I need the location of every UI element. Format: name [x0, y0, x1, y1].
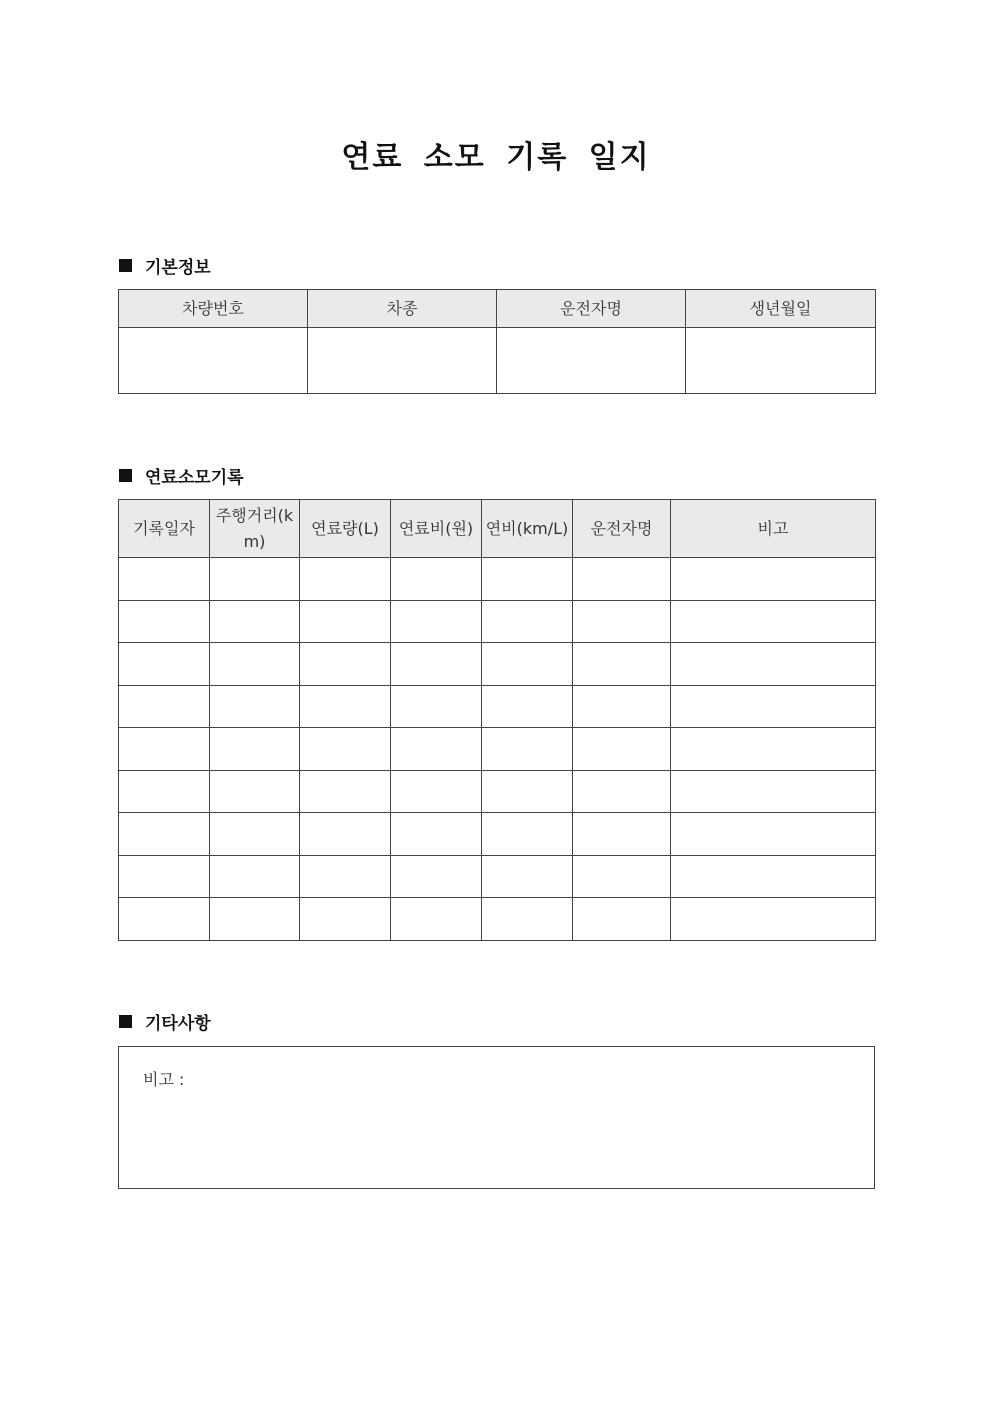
- table-cell[interactable]: [119, 813, 210, 856]
- vehicle-number-cell[interactable]: [119, 328, 308, 394]
- etc-note-box[interactable]: [118, 1046, 875, 1189]
- table-cell[interactable]: [573, 728, 671, 771]
- etc-heading: [119, 1009, 211, 1034]
- table-row: [119, 898, 876, 941]
- table-cell[interactable]: [391, 770, 482, 813]
- table-cell[interactable]: [210, 728, 300, 771]
- table-cell[interactable]: [573, 558, 671, 601]
- table-cell[interactable]: [482, 685, 573, 728]
- basic-info-header-row: [119, 290, 876, 328]
- table-cell[interactable]: [482, 770, 573, 813]
- table-cell[interactable]: [482, 558, 573, 601]
- basic-info-table: [118, 289, 876, 394]
- page-title: 연료 소모 기록 일지: [341, 140, 651, 175]
- table-cell[interactable]: [210, 600, 300, 643]
- table-cell[interactable]: [300, 813, 391, 856]
- table-cell[interactable]: [573, 855, 671, 898]
- table-row: [119, 685, 876, 728]
- header-vehicle-type: 차종: [308, 290, 497, 328]
- header-birth-date: 생년월일: [686, 290, 876, 328]
- table-cell[interactable]: [671, 770, 876, 813]
- square-bullet-icon: [119, 259, 132, 272]
- table-cell[interactable]: [119, 898, 210, 941]
- table-cell[interactable]: [671, 855, 876, 898]
- table-cell[interactable]: [391, 685, 482, 728]
- table-cell[interactable]: [300, 685, 391, 728]
- table-cell[interactable]: [573, 600, 671, 643]
- fuel-record-heading-label: 연료소모기록: [145, 468, 244, 488]
- table-row: [119, 770, 876, 813]
- square-bullet-icon: [119, 1015, 132, 1028]
- table-cell[interactable]: [300, 600, 391, 643]
- table-cell[interactable]: [482, 813, 573, 856]
- table-cell[interactable]: [300, 643, 391, 686]
- vehicle-type-cell[interactable]: [308, 328, 497, 394]
- table-cell[interactable]: [573, 770, 671, 813]
- table-row: [119, 600, 876, 643]
- table-cell[interactable]: [671, 685, 876, 728]
- table-cell[interactable]: [671, 558, 876, 601]
- table-cell[interactable]: [391, 643, 482, 686]
- table-cell[interactable]: [391, 855, 482, 898]
- basic-info-heading-label: 기본정보: [145, 258, 211, 278]
- table-cell[interactable]: [300, 770, 391, 813]
- header-fuel-amount: 연료량(L): [300, 500, 391, 558]
- fuel-record-header-row: [119, 500, 876, 558]
- table-cell[interactable]: [210, 855, 300, 898]
- table-cell[interactable]: [573, 898, 671, 941]
- table-cell[interactable]: [391, 728, 482, 771]
- table-cell[interactable]: [119, 685, 210, 728]
- driver-name-cell[interactable]: [497, 328, 686, 394]
- header-driver-name: 운전자명: [573, 500, 671, 558]
- fuel-record-body: [119, 558, 876, 941]
- fuel-record-table: [118, 499, 876, 941]
- table-cell[interactable]: [210, 770, 300, 813]
- header-distance: 주행거리(km): [210, 500, 300, 558]
- basic-info-input-row: [119, 328, 876, 394]
- table-cell[interactable]: [482, 600, 573, 643]
- table-cell[interactable]: [391, 898, 482, 941]
- table-cell[interactable]: [210, 813, 300, 856]
- table-cell[interactable]: [300, 855, 391, 898]
- table-cell[interactable]: [119, 770, 210, 813]
- header-record-date: 기록일자: [119, 500, 210, 558]
- table-row: [119, 855, 876, 898]
- header-driver-name: 운전자명: [497, 290, 686, 328]
- table-cell[interactable]: [210, 643, 300, 686]
- table-cell[interactable]: [119, 600, 210, 643]
- fuel-record-heading: [119, 463, 244, 488]
- table-row: [119, 558, 876, 601]
- square-bullet-icon: [119, 469, 132, 482]
- table-row: [119, 813, 876, 856]
- table-cell[interactable]: [573, 813, 671, 856]
- table-cell[interactable]: [671, 600, 876, 643]
- table-cell[interactable]: [671, 643, 876, 686]
- table-cell[interactable]: [391, 813, 482, 856]
- table-cell[interactable]: [210, 898, 300, 941]
- table-cell[interactable]: [573, 685, 671, 728]
- table-cell[interactable]: [482, 643, 573, 686]
- table-cell[interactable]: [482, 728, 573, 771]
- table-cell[interactable]: [300, 558, 391, 601]
- basic-info-heading: [119, 253, 211, 278]
- header-remarks: 비고: [671, 500, 876, 558]
- table-cell[interactable]: [210, 558, 300, 601]
- table-cell[interactable]: [300, 898, 391, 941]
- table-cell[interactable]: [482, 855, 573, 898]
- table-cell[interactable]: [391, 600, 482, 643]
- header-vehicle-number: 차량번호: [119, 290, 308, 328]
- header-fuel-cost: 연료비(원): [391, 500, 482, 558]
- table-cell[interactable]: [119, 558, 210, 601]
- etc-note-label: 비고 :: [143, 1070, 185, 1089]
- table-cell[interactable]: [482, 898, 573, 941]
- etc-heading-label: 기타사항: [145, 1014, 211, 1034]
- table-cell[interactable]: [300, 728, 391, 771]
- table-row: [119, 643, 876, 686]
- table-cell[interactable]: [119, 643, 210, 686]
- table-cell[interactable]: [119, 728, 210, 771]
- birth-date-cell[interactable]: [686, 328, 876, 394]
- table-cell[interactable]: [671, 813, 876, 856]
- table-cell[interactable]: [119, 855, 210, 898]
- table-cell[interactable]: [671, 728, 876, 771]
- table-cell[interactable]: [671, 898, 876, 941]
- table-cell[interactable]: [573, 643, 671, 686]
- table-row: [119, 728, 876, 771]
- table-cell[interactable]: [391, 558, 482, 601]
- header-fuel-efficiency: 연비(km/L): [482, 500, 573, 558]
- table-cell[interactable]: [210, 685, 300, 728]
